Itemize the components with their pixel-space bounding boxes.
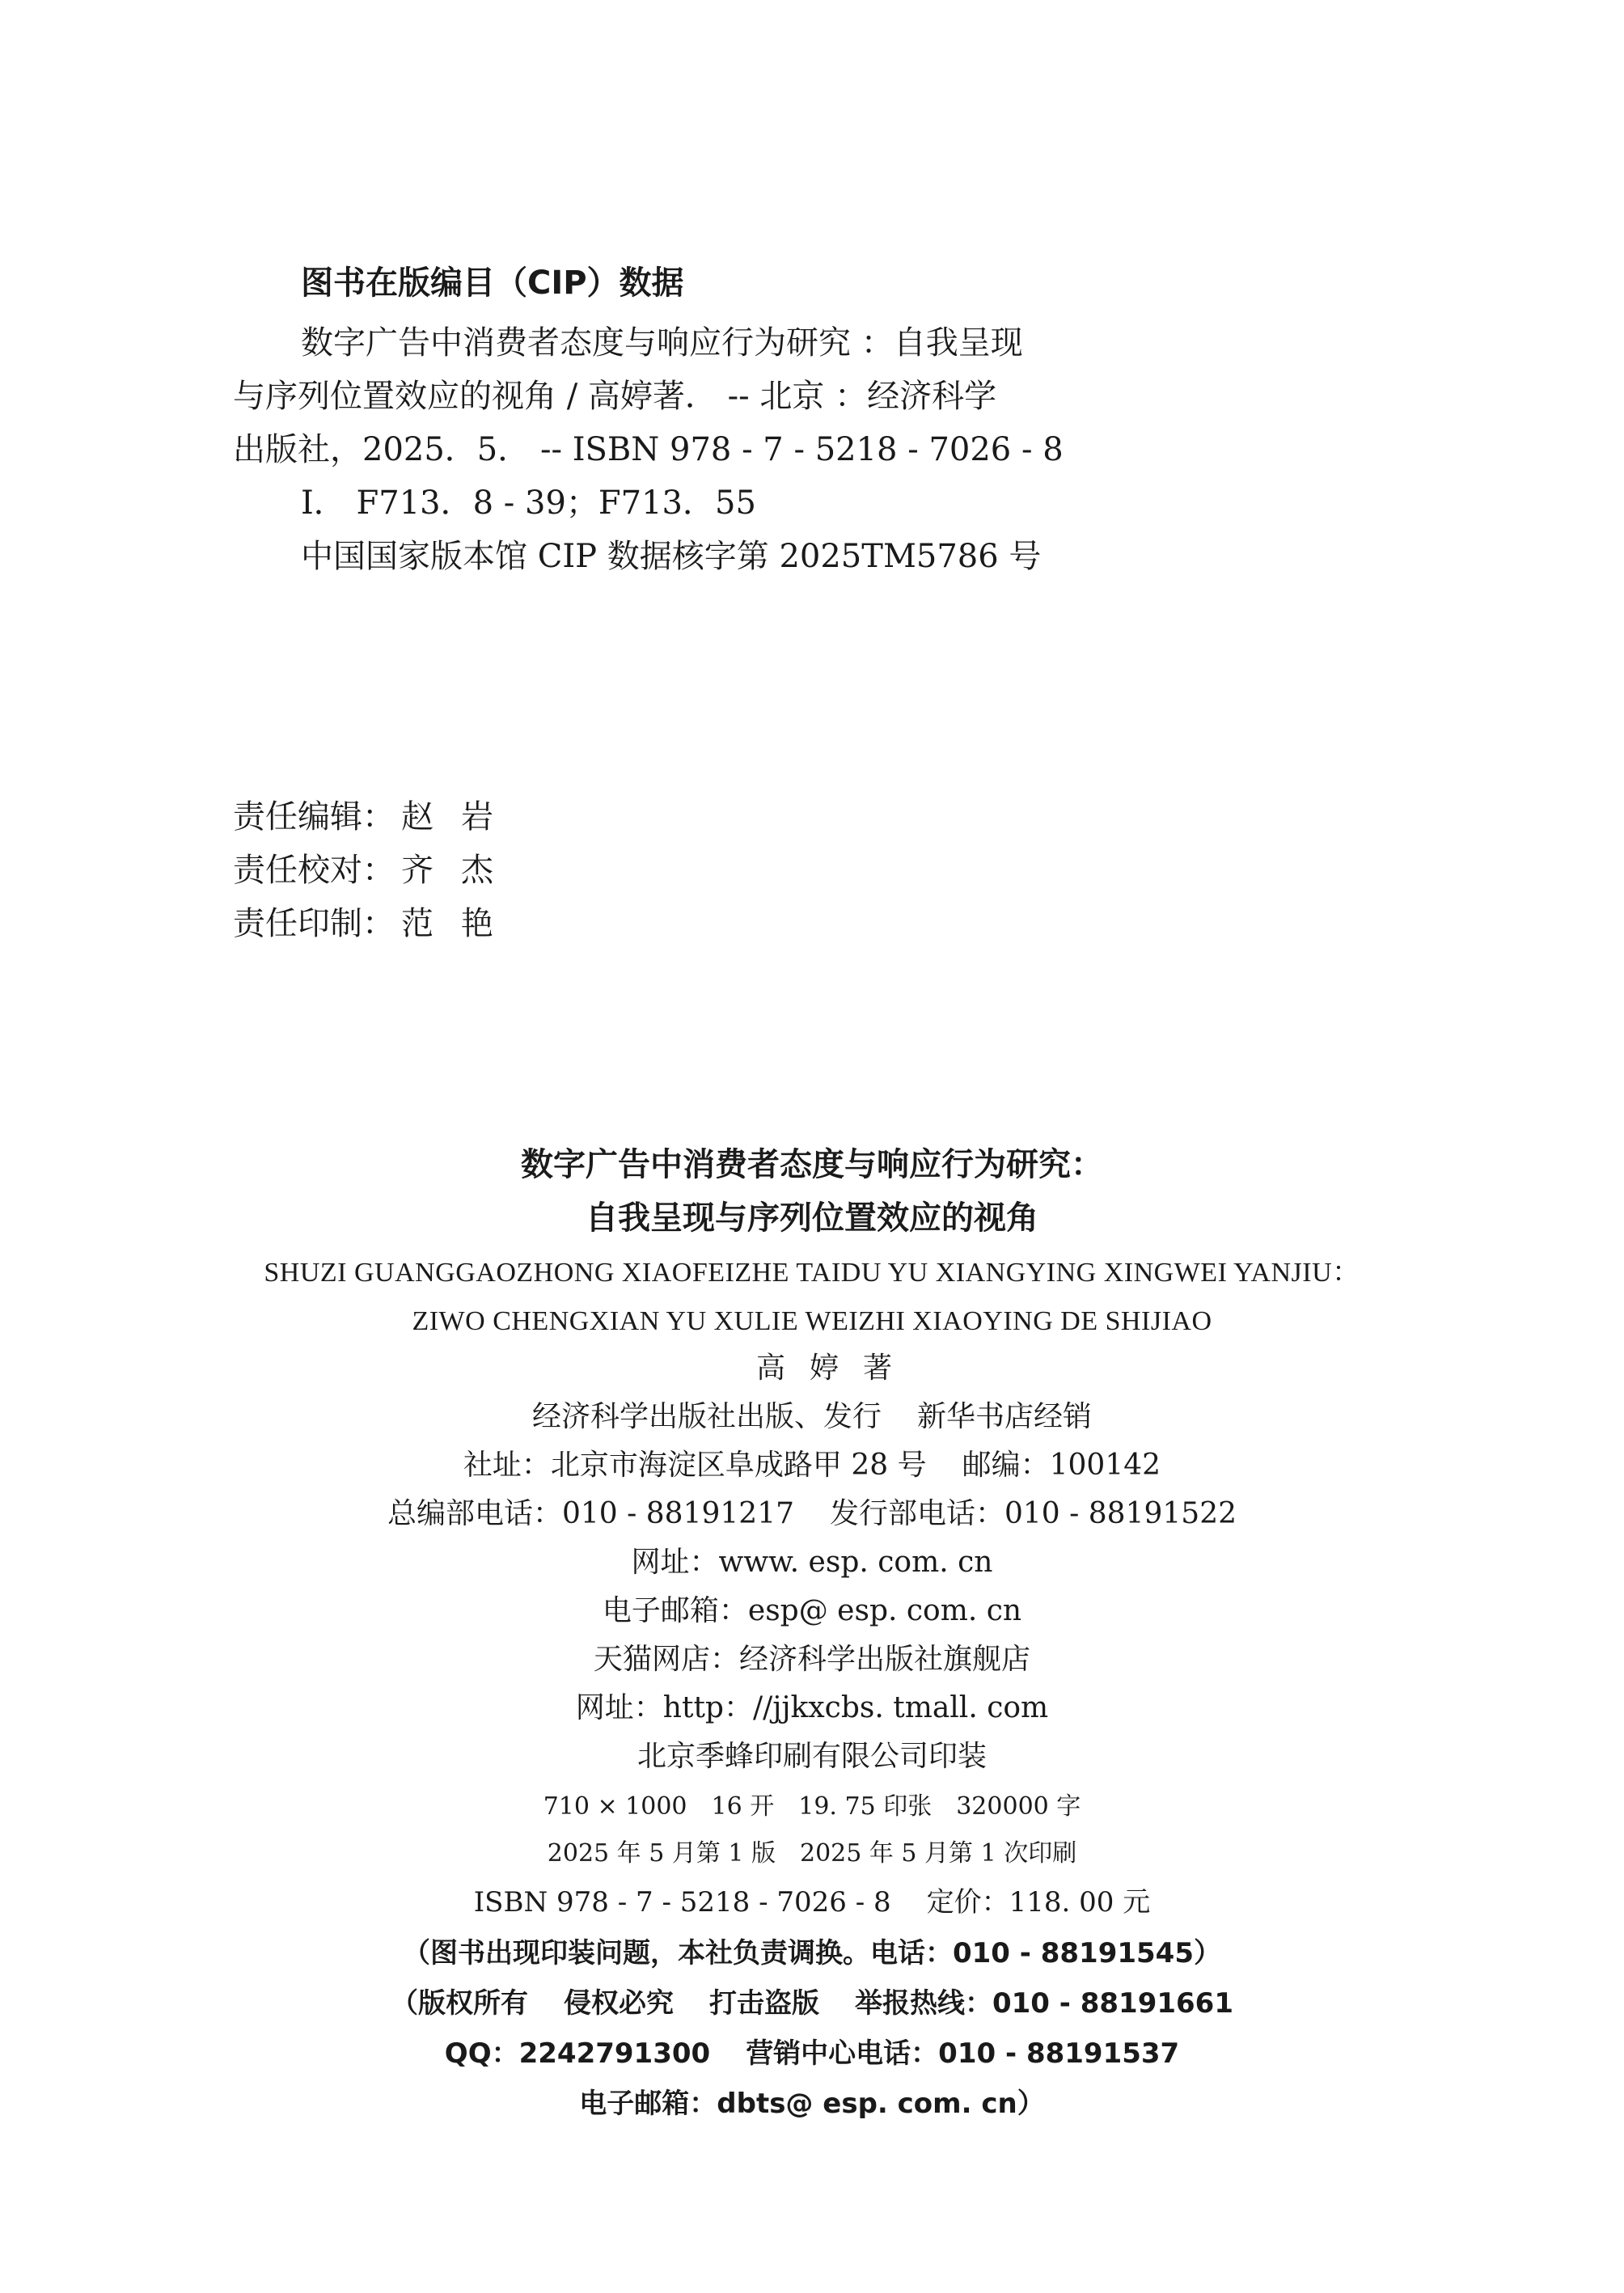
publisher-line <box>0 1394 1624 1440</box>
staff-row-editor <box>233 793 521 841</box>
postal-code: 邮编：100142 <box>962 1449 1161 1482</box>
staff-role: 责任校对： <box>233 852 395 889</box>
spec-size: 710 × 1000 <box>543 1792 687 1821</box>
publisher-email: 电子邮箱：esp@ esp. com. cn <box>602 1594 1022 1627</box>
cip-description-line-3: 出版社，2025．5． -- ISBN 978 - 7 - 5218 - 7026 - 8 <box>233 431 1064 468</box>
staff-name: 赵岩 <box>401 798 521 836</box>
spec-sheets: 19. 75 印张 <box>798 1792 933 1821</box>
publisher-address: 社址：北京市海淀区阜成路甲 28 号 <box>463 1449 927 1482</box>
book-title-pinyin-line-1: SHUZI GUANGGAOZHONG XIAOFEIZHE TAIDU YU XIANGYING XINGWEI YANJIU： <box>264 1258 1360 1288</box>
distributor-name: 新华书店经销 <box>917 1400 1093 1433</box>
editorial-phone: 总编部电话：010 - 88191217 <box>387 1497 794 1530</box>
staff-row-proofreader <box>233 846 521 895</box>
staff-name: 齐杰 <box>401 852 521 889</box>
phone-line <box>0 1491 1624 1537</box>
distribution-phone: 发行部电话：010 - 88191522 <box>830 1497 1237 1530</box>
book-title-cn-line-1: 数字广告中消费者态度与响应行为研究： <box>521 1146 1103 1183</box>
publisher-name: 经济科学出版社出版、发行 <box>531 1400 882 1433</box>
printer-name: 北京季蜂印刷有限公司印装 <box>636 1740 987 1773</box>
spec-format: 16 开 <box>711 1792 775 1821</box>
staff-row-print-supervisor <box>233 899 521 948</box>
marketing-phone: 营销中心电话：010 - 88191537 <box>746 2037 1180 2070</box>
report-hotline: 举报热线：010 - 88191661 <box>854 1987 1233 2020</box>
isbn-price-line <box>0 1880 1624 1925</box>
anti-piracy: 打击盗版 <box>708 1987 819 2020</box>
staff-name: 范艳 <box>401 905 521 942</box>
printing: 2025 年 5 月第 1 次印刷 <box>800 1839 1077 1868</box>
publisher-website: 网址：www. esp. com. cn <box>631 1546 993 1579</box>
tmall-store: 天猫网店：经济科学出版社旗舰店 <box>593 1643 1030 1676</box>
cip-heading: 图书在版编目（CIP）数据 <box>301 264 684 302</box>
staff-role: 责任编辑： <box>233 798 395 836</box>
spec-word-count: 320000 字 <box>956 1792 1081 1821</box>
cip-description-line-2: 与序列位置效应的视角 / 高婷著． -- 北京 ：经济科学 <box>233 378 997 415</box>
service-email: 电子邮箱：dbts@ esp. com. cn） <box>579 2088 1045 2120</box>
tmall-url: 网址：http：//jjkxcbs. tmall. com <box>575 1691 1049 1724</box>
copyright-notice <box>0 1980 1624 2027</box>
cip-record-number: 中国国家版本馆 CIP 数据核字第 2025TM5786 号 <box>301 538 1042 575</box>
qq-number: QQ：2242791300 <box>444 2037 711 2070</box>
contact-line <box>0 2030 1624 2077</box>
cip-classification: Ⅰ． F713．8 - 39；F713．55 <box>301 484 756 522</box>
book-title-cn-line-2: 自我呈现与序列位置效应的视角 <box>586 1199 1038 1237</box>
cip-description-line-1: 数字广告中消费者态度与响应行为研究 ：自我呈现 <box>301 324 1023 362</box>
copyright-reserved: （版权所有 <box>390 1987 528 2020</box>
edition: 2025 年 5 月第 1 版 <box>547 1839 776 1868</box>
address-line <box>0 1443 1624 1488</box>
format-specs <box>0 1786 1624 1828</box>
staff-role: 责任印制： <box>233 905 395 942</box>
edition-info <box>0 1833 1624 1875</box>
isbn: ISBN 978 - 7 - 5218 - 7026 - 8 <box>473 1886 891 1919</box>
quality-notice: （图书出现印装问题，本社负责调换。电话：010 - 88191545） <box>402 1937 1221 1969</box>
book-title-pinyin-line-2: ZIWO CHENGXIAN YU XULIE WEIZHI XIAOYING DE SHIJIAO <box>412 1306 1212 1336</box>
book-author: 高婷著 <box>755 1352 916 1385</box>
price: 定价：118. 00 元 <box>926 1886 1151 1919</box>
copyright-infringement: 侵权必究 <box>563 1987 674 2020</box>
